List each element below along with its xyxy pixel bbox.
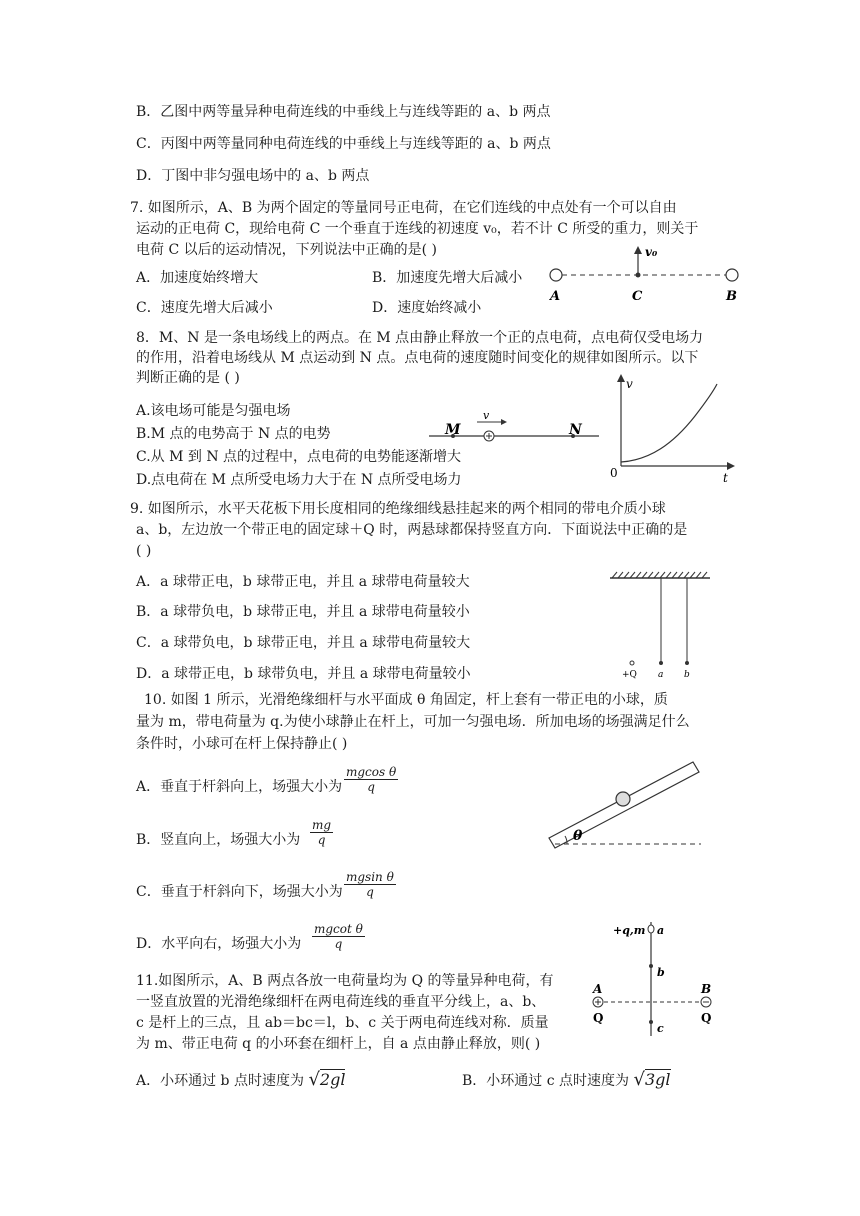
q9-stem-line2: a、b，左边放一个带正电的固定球＋Q 时，两悬球都保持竖直方向．下面说法中正确的是: [136, 522, 688, 538]
fraction-numerator: mg: [312, 818, 332, 832]
q7-option-b: B．加速度先增大后减小: [372, 270, 523, 286]
vt-curve: [621, 384, 717, 462]
label-c: C: [632, 289, 643, 304]
q7-figure: [540, 240, 750, 306]
charge-q: [630, 661, 634, 665]
q11-stem-line1: 11.如图所示，A、B 两点各放一电荷量均为 Q 的等量异种电荷，有: [136, 973, 554, 989]
q11-option-b: [462, 1070, 671, 1091]
q8-option-d: D.点电荷在 M 点所受电场力大于在 N 点所受电场力: [136, 472, 462, 488]
q11-figure: [585, 918, 715, 1038]
t-axis-arrow: [727, 462, 735, 470]
v-axis-arrow: [617, 374, 625, 382]
q10-option-a: A．垂直于杆斜向上，场强大小为: [136, 779, 343, 795]
ring: [648, 925, 654, 933]
charged-ball: [616, 792, 630, 806]
label-c: c: [657, 1022, 664, 1035]
q10-option-c-fraction: [344, 870, 396, 899]
q10-option-c: C．垂直于杆斜向下，场强大小为: [136, 884, 343, 900]
q11-stem-line2: 一竖直放置的光滑绝缘细杆在两电荷连线的垂直平分线上，a、b、: [136, 994, 546, 1010]
q10-stem-line1: 10. 如图 1 所示，光滑绝缘细杆与水平面成 θ 角固定，杆上套有一带正电的小球，质: [144, 692, 668, 708]
q9-option-b: B．a 球带负电，b 球带正电，并且 a 球带电荷量较小: [136, 604, 470, 620]
label-n: N: [569, 422, 582, 438]
q11-option-a: [136, 1070, 345, 1091]
q8-option-c: C.从 M 到 N 点的过程中，点电荷的电势能逐渐增大: [136, 449, 462, 465]
fraction-numerator: mgcos θ: [346, 765, 397, 779]
point-c: [649, 1020, 653, 1024]
fraction-denominator: q: [366, 885, 374, 899]
v-arrowhead: [501, 419, 507, 425]
q9-stem-line1: 9. 如图所示，水平天花板下用长度相同的绝缘细线悬挂起来的两个相同的带电介质小球: [130, 501, 666, 517]
q9-stem-line3: ( ): [136, 543, 152, 559]
q7-stem-line2: 运动的正电荷 C，现给电荷 C 一个垂直于连线的初速度 v₀，若不计 C 所受的重力，则关于: [136, 221, 699, 237]
v-axis-label: v: [626, 377, 633, 391]
label-m: M: [445, 422, 461, 438]
q11-option-b-radicand: 3gl: [644, 1070, 671, 1089]
q7-stem-line3: 电荷 C 以后的运动情况，下列说法中正确的是( ): [136, 242, 437, 258]
q8-option-b: B.M 点的电势高于 N 点的电势: [136, 426, 331, 442]
q10-stem-line2: 量为 m，带电荷量为 q.为使小球静止在杆上，可加一匀强电场．所加电场的场强满足什么: [136, 714, 690, 730]
q7-stem-line1: 7. 如图所示，A、B 为两个固定的等量同号正电荷，在它们连线的中点处有一个可以自由: [130, 200, 677, 216]
label-q: +Q: [622, 670, 637, 680]
t-axis-label: t: [723, 471, 728, 484]
q6-option-c: C．丙图中两等量同种电荷连线的中垂线上与连线等距的 a、b 两点: [136, 136, 551, 152]
fraction-numerator: mgcot θ: [314, 922, 363, 936]
label-b: B: [726, 289, 737, 304]
q11-option-a-radicand: 2gl: [319, 1070, 346, 1089]
fraction-denominator: q: [334, 937, 343, 951]
sqrt-sign: √: [308, 1069, 320, 1090]
q8-vt-graph: [605, 372, 740, 484]
ceiling-hatch: [612, 572, 707, 578]
q10-option-d: D．水平向右，场强大小为: [136, 936, 302, 952]
label-a: a: [658, 670, 664, 680]
label-a: A: [550, 289, 561, 304]
fraction-numerator: mgsin θ: [346, 870, 394, 884]
point-b: [649, 964, 653, 968]
qm-label: +q,m: [613, 924, 646, 937]
q8-stem-line1: 8．M、N 是一条电场线上的两点。在 M 点由静止释放一个正的点电荷，点电荷仅受电场力: [136, 330, 704, 346]
theta-label: θ: [573, 828, 583, 844]
q11-stem-line4: 为 m、带正电荷 q 的小环套在细杆上，自 a 点由静止释放，则( ): [136, 1036, 541, 1052]
label-q1: Q: [593, 1011, 604, 1025]
charge-b-circle: [726, 269, 738, 281]
origin-label: 0: [610, 466, 618, 480]
q8-stem-line2: 的作用，沿着电场线从 M 点运动到 N 点。点电荷的速度随时间变化的规律如图所示。以下: [136, 350, 699, 366]
q9-figure: [608, 570, 714, 682]
q7-option-d: D．速度始终减小: [372, 300, 482, 316]
q9-option-c: C．a 球带负电，b 球带正电，并且 a 球带电荷量较大: [136, 635, 471, 651]
q10-option-d-fraction: [312, 922, 365, 951]
q8-field-line-figure: [425, 408, 605, 448]
velocity-arrowhead: [634, 246, 642, 254]
q6-option-b: B．乙图中两等量异种电荷连线的中垂线上与连线等距的 a、b 两点: [136, 104, 551, 120]
label-q2: Q: [701, 1011, 712, 1025]
v0-label: v₀: [645, 245, 658, 259]
q6-option-d: D．丁图中非匀强电场中的 a、b 两点: [136, 168, 370, 184]
fraction-denominator: q: [367, 780, 375, 794]
label-b: b: [684, 670, 690, 680]
q10-figure: [545, 760, 705, 852]
label-charge-b: B: [701, 982, 712, 996]
label-a: a: [657, 924, 665, 937]
q8-stem-line3: 判断正确的是 ( ): [136, 370, 240, 386]
label-charge-a: A: [593, 982, 603, 996]
ball-a: [659, 661, 663, 665]
ball-b: [685, 661, 689, 665]
charge-a-circle: [550, 269, 562, 281]
sqrt-sign: √: [633, 1069, 645, 1090]
q10-stem-line3: 条件时，小球可在杆上保持静止( ): [136, 736, 348, 752]
q11-option-b-text: B．小环通过 c 点时速度为: [462, 1073, 630, 1089]
q8-option-a: A.该电场可能是匀强电场: [136, 403, 291, 419]
q7-option-c: C．速度先增大后减小: [136, 300, 273, 316]
q10-option-b: B．竖直向上，场强大小为: [136, 832, 301, 848]
q11-option-a-text: A．小环通过 b 点时速度为: [136, 1073, 304, 1089]
fraction-denominator: q: [317, 833, 326, 847]
q11-stem-line3: c 是杆上的三点，且 ab＝bc＝l，b、c 关于两电荷连线对称．质量: [136, 1015, 549, 1031]
q9-option-a: A．a 球带正电，b 球带正电，并且 a 球带电荷量较大: [136, 574, 470, 590]
q9-option-d: D．a 球带正电，b 球带负电，并且 a 球带电荷量较小: [136, 666, 471, 682]
q10-option-b-fraction: [310, 818, 333, 847]
label-b: b: [657, 966, 665, 979]
q7-option-a: A．加速度始终增大: [136, 270, 259, 286]
v-label: v: [483, 409, 490, 422]
q10-option-a-fraction: [344, 765, 398, 794]
